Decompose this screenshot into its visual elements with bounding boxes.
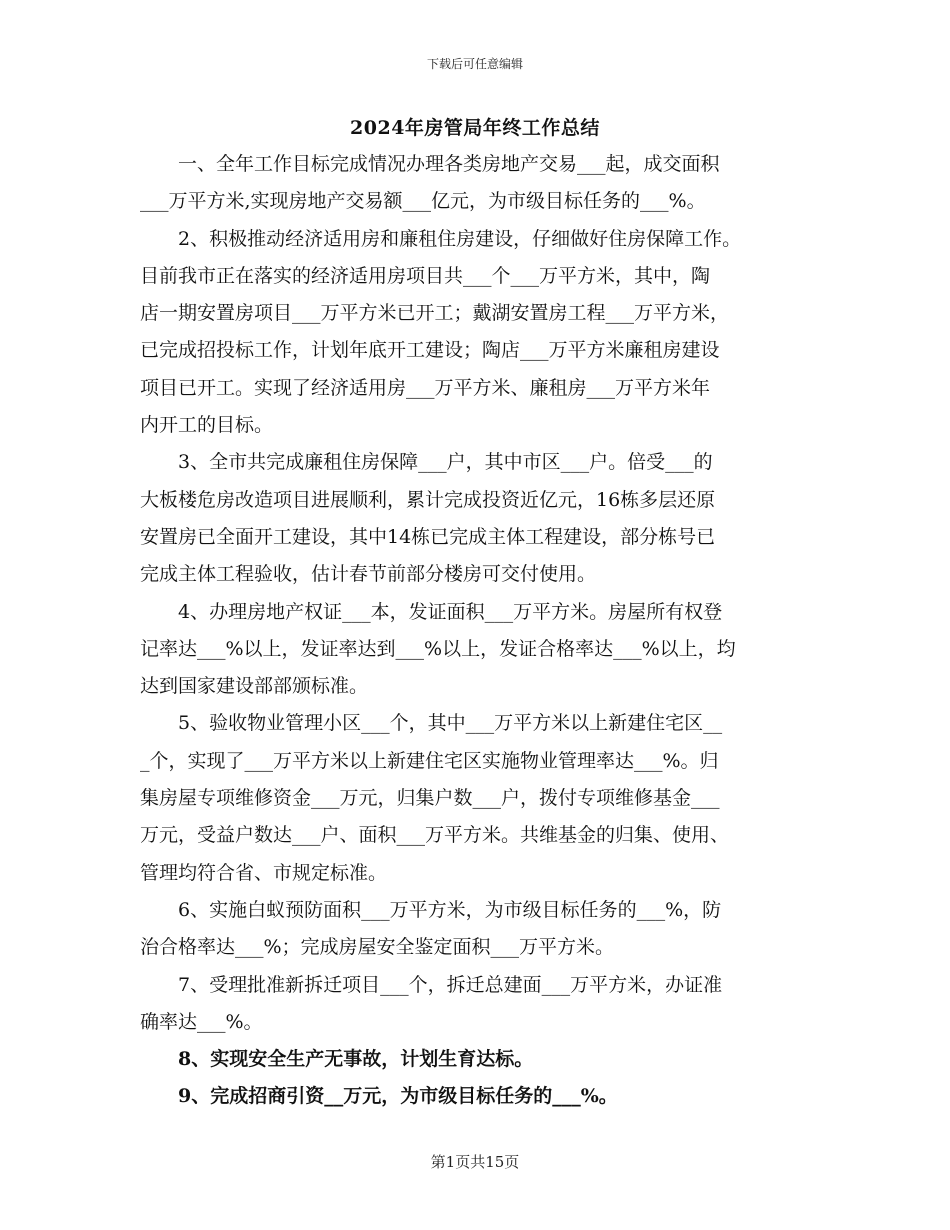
- paragraph-line: 管理均符合省、市规定标准。: [140, 861, 388, 884]
- paragraph-line: 项目已开工。实现了经济适用房___万平方米、廉租房___万平方米年: [140, 376, 711, 399]
- paragraph-line: 4、办理房地产权证___本，发证面积___万平方米。房屋所有权登: [178, 600, 723, 623]
- paragraph-line: 店一期安置房项目___万平方米已开工；戴湖安置房工程___万平方米，: [140, 302, 730, 325]
- paragraph-line: 万元，受益户数达___户、面积___万平方米。共维基金的归集、使用、: [140, 824, 730, 847]
- paragraph-line: 5、验收物业管理小区___个，其中___万平方米以上新建住宅区__: [178, 712, 723, 735]
- paragraph-line: 安置房已全面开工建设，其中14栋已完成主体工程建设，部分栋号已: [140, 525, 716, 548]
- paragraph-line: ___万平方米,实现房地产交易额___亿元，为市级目标任务的___%。: [140, 190, 706, 213]
- paragraph-line: 集房屋专项维修资金___万元，归集户数___户，拨付专项维修基金___: [140, 787, 720, 810]
- paragraph: [140, 221, 812, 445]
- paragraph-line: 9、完成招商引资__万元，为市级目标任务的___%。: [178, 1085, 618, 1108]
- paragraph-line: 7、受理批准新拆迁项目___个，拆迁总建面___万平方米，办证准: [178, 973, 723, 996]
- document-body: [140, 146, 812, 1116]
- paragraph-line: _个，实现了___万平方米以上新建住宅区实施物业管理率达___%。归: [140, 749, 719, 772]
- paragraph-line: 2、积极推动经济适用房和廉租住房建设，仔细做好住房保障工作。: [178, 227, 742, 250]
- paragraph-line: 记率达___%以上，发证率达到___%以上，发证合格率达___%以上，均: [140, 637, 736, 660]
- paragraph-line: 治合格率达___%；完成房屋安全鉴定面积___万平方米。: [140, 936, 615, 959]
- document-title: 2024年房管局年终工作总结: [350, 117, 600, 139]
- paragraph-line: 6、实施白蚁预防面积___万平方米，为市级目标任务的___%，防: [178, 898, 722, 921]
- paragraph-line: 内开工的目标。: [140, 414, 274, 437]
- paragraph: [140, 967, 812, 1042]
- paragraph-line: 3、全市共完成廉租住房保障___户，其中市区___户。倍受___的: [178, 451, 713, 474]
- paragraph: [140, 705, 812, 891]
- paragraph-line: 达到国家建设部部颁标准。: [140, 675, 369, 698]
- paragraph-line: 8、实现安全生产无事故，计划生育达标。: [178, 1048, 534, 1071]
- paragraph: [140, 146, 812, 221]
- paragraph-line: 大板楼危房改造项目进展顺利，累计完成投资近亿元，16栋多层还原: [140, 488, 716, 511]
- paragraph-line: 完成主体工程验收，估计春节前部分楼房可交付使用。: [140, 563, 597, 586]
- paragraph: [140, 444, 812, 593]
- paragraph: [140, 892, 812, 967]
- page-footer: 第1页共15页: [430, 1153, 520, 1171]
- paragraph-line: 确率达___%。: [140, 1010, 263, 1033]
- paragraph: [140, 1078, 812, 1115]
- paragraph-line: 一、全年工作目标完成情况办理各类房地产交易___起，成交面积: [178, 153, 720, 175]
- paragraph: [140, 594, 812, 706]
- paragraph: [140, 1041, 812, 1078]
- page-header: 下载后可任意编辑: [426, 57, 523, 71]
- paragraph-line: 已完成招投标工作，计划年底开工建设；陶店___万平方米廉租房建设: [140, 339, 720, 362]
- paragraph-line: 目前我市正在落实的经济适用房项目共___个___万平方米，其中，陶: [140, 264, 711, 287]
